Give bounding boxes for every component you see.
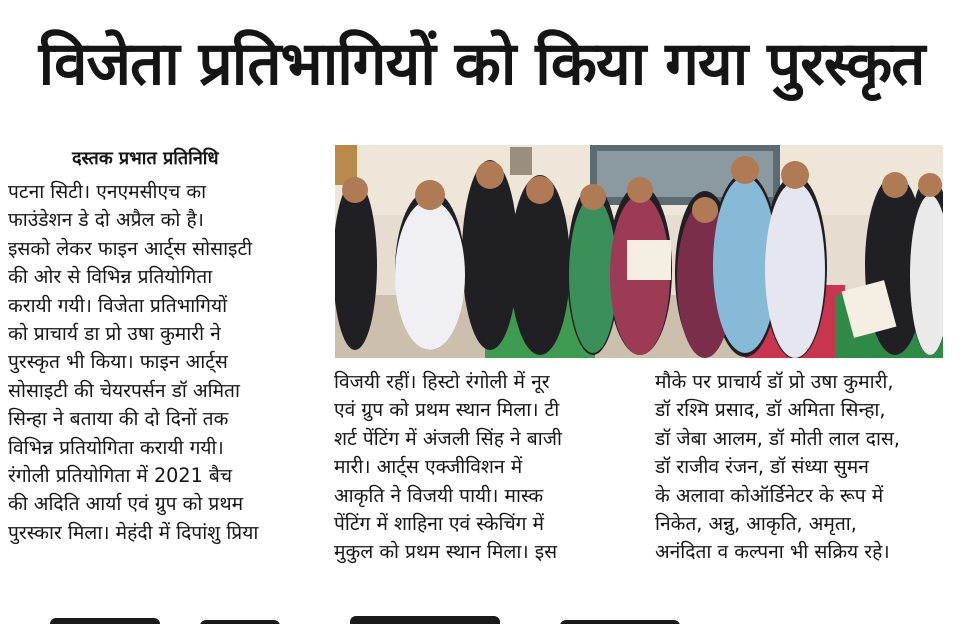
text-line: सिन्हा ने बताया की दो दिनों तक bbox=[8, 407, 229, 431]
text-line: शर्ट पेंटिंग में अंजली सिंह ने बाजी bbox=[334, 426, 562, 450]
text-line: अनंदिता व कल्पना भी सक्रिय रहे। bbox=[655, 540, 890, 564]
text-line: पुरस्कार मिला। मेहंदी में दिपांशु प्रिया bbox=[8, 520, 259, 544]
text-line: करायी गयी। विजेता प्रतिभागियों bbox=[8, 293, 228, 317]
news-photo bbox=[335, 145, 943, 358]
text-line: एवं ग्रुप को प्रथम स्थान मिला। टी bbox=[334, 398, 560, 422]
text-line: पुरस्कृत भी किया। फाइन आर्ट्स bbox=[8, 350, 228, 374]
article-column-2 bbox=[334, 368, 627, 567]
text-line: फाउंडेशन डे दो अप्रैल को है। bbox=[8, 208, 204, 232]
text-line: को प्राचार्य डा प्रो उषा कुमारी ने bbox=[8, 322, 221, 346]
article-column-3 bbox=[655, 368, 951, 567]
text-line: डॉ जेबा आलम, डॉ मोती लाल दास, bbox=[655, 426, 900, 450]
text-line: की ओर से विभिन्न प्रतियोगिता bbox=[8, 265, 213, 289]
text-line: मारी। आर्ट्स एक्जीविशन में bbox=[334, 455, 523, 479]
text-line: निकेत, अन्नु, आकृति, अमृता, bbox=[655, 512, 857, 536]
text-line: रंगोली प्रतियोगिता में 2021 बैच bbox=[8, 464, 233, 488]
text-line: की अदिति आर्या एवं ग्रुप को प्रथम bbox=[8, 492, 244, 516]
text-line: डॉ रश्मि प्रसाद, डॉ अमिता सिन्हा, bbox=[655, 398, 886, 422]
text-line: इसको लेकर फाइन आर्ट्स सोसाइटी bbox=[8, 236, 253, 260]
text-line: आकृति ने विजयी पायी। मास्क bbox=[334, 483, 544, 507]
article-column-1 bbox=[8, 178, 308, 547]
text-line: पटना सिटी। एनएमसीएच का bbox=[8, 180, 207, 203]
text-line: पेंटिंग में शाहिना एवं स्केचिंग में bbox=[334, 512, 545, 536]
text-line: मौके पर प्राचार्य डॉ प्रो उषा कुमारी, bbox=[655, 370, 894, 393]
text-line: मुकुल को प्रथम स्थान मिला। इस bbox=[334, 540, 558, 564]
headline: विजेता प्रतिभागियों को किया गया पुरस्कृत bbox=[38, 29, 925, 99]
text-line: सोसाइटी की चेयरपर्सन डॉ अमिता bbox=[8, 378, 240, 402]
text-line: डॉ राजीव रंजन, डॉ संध्या सुमन bbox=[655, 455, 869, 479]
photo-illustration bbox=[335, 145, 943, 358]
next-article-cutoff bbox=[0, 608, 963, 624]
text-line: विजयी रहीं। हिस्टो रंगोली में नूर bbox=[334, 370, 550, 393]
text-line: के अलावा कोऑर्डिनेटर के रूप में bbox=[655, 483, 884, 507]
text-line: विभिन्न प्रतियोगिता करायी गयी। bbox=[8, 435, 224, 459]
byline: दस्तक प्रभात प्रतिनिधि bbox=[72, 148, 219, 169]
